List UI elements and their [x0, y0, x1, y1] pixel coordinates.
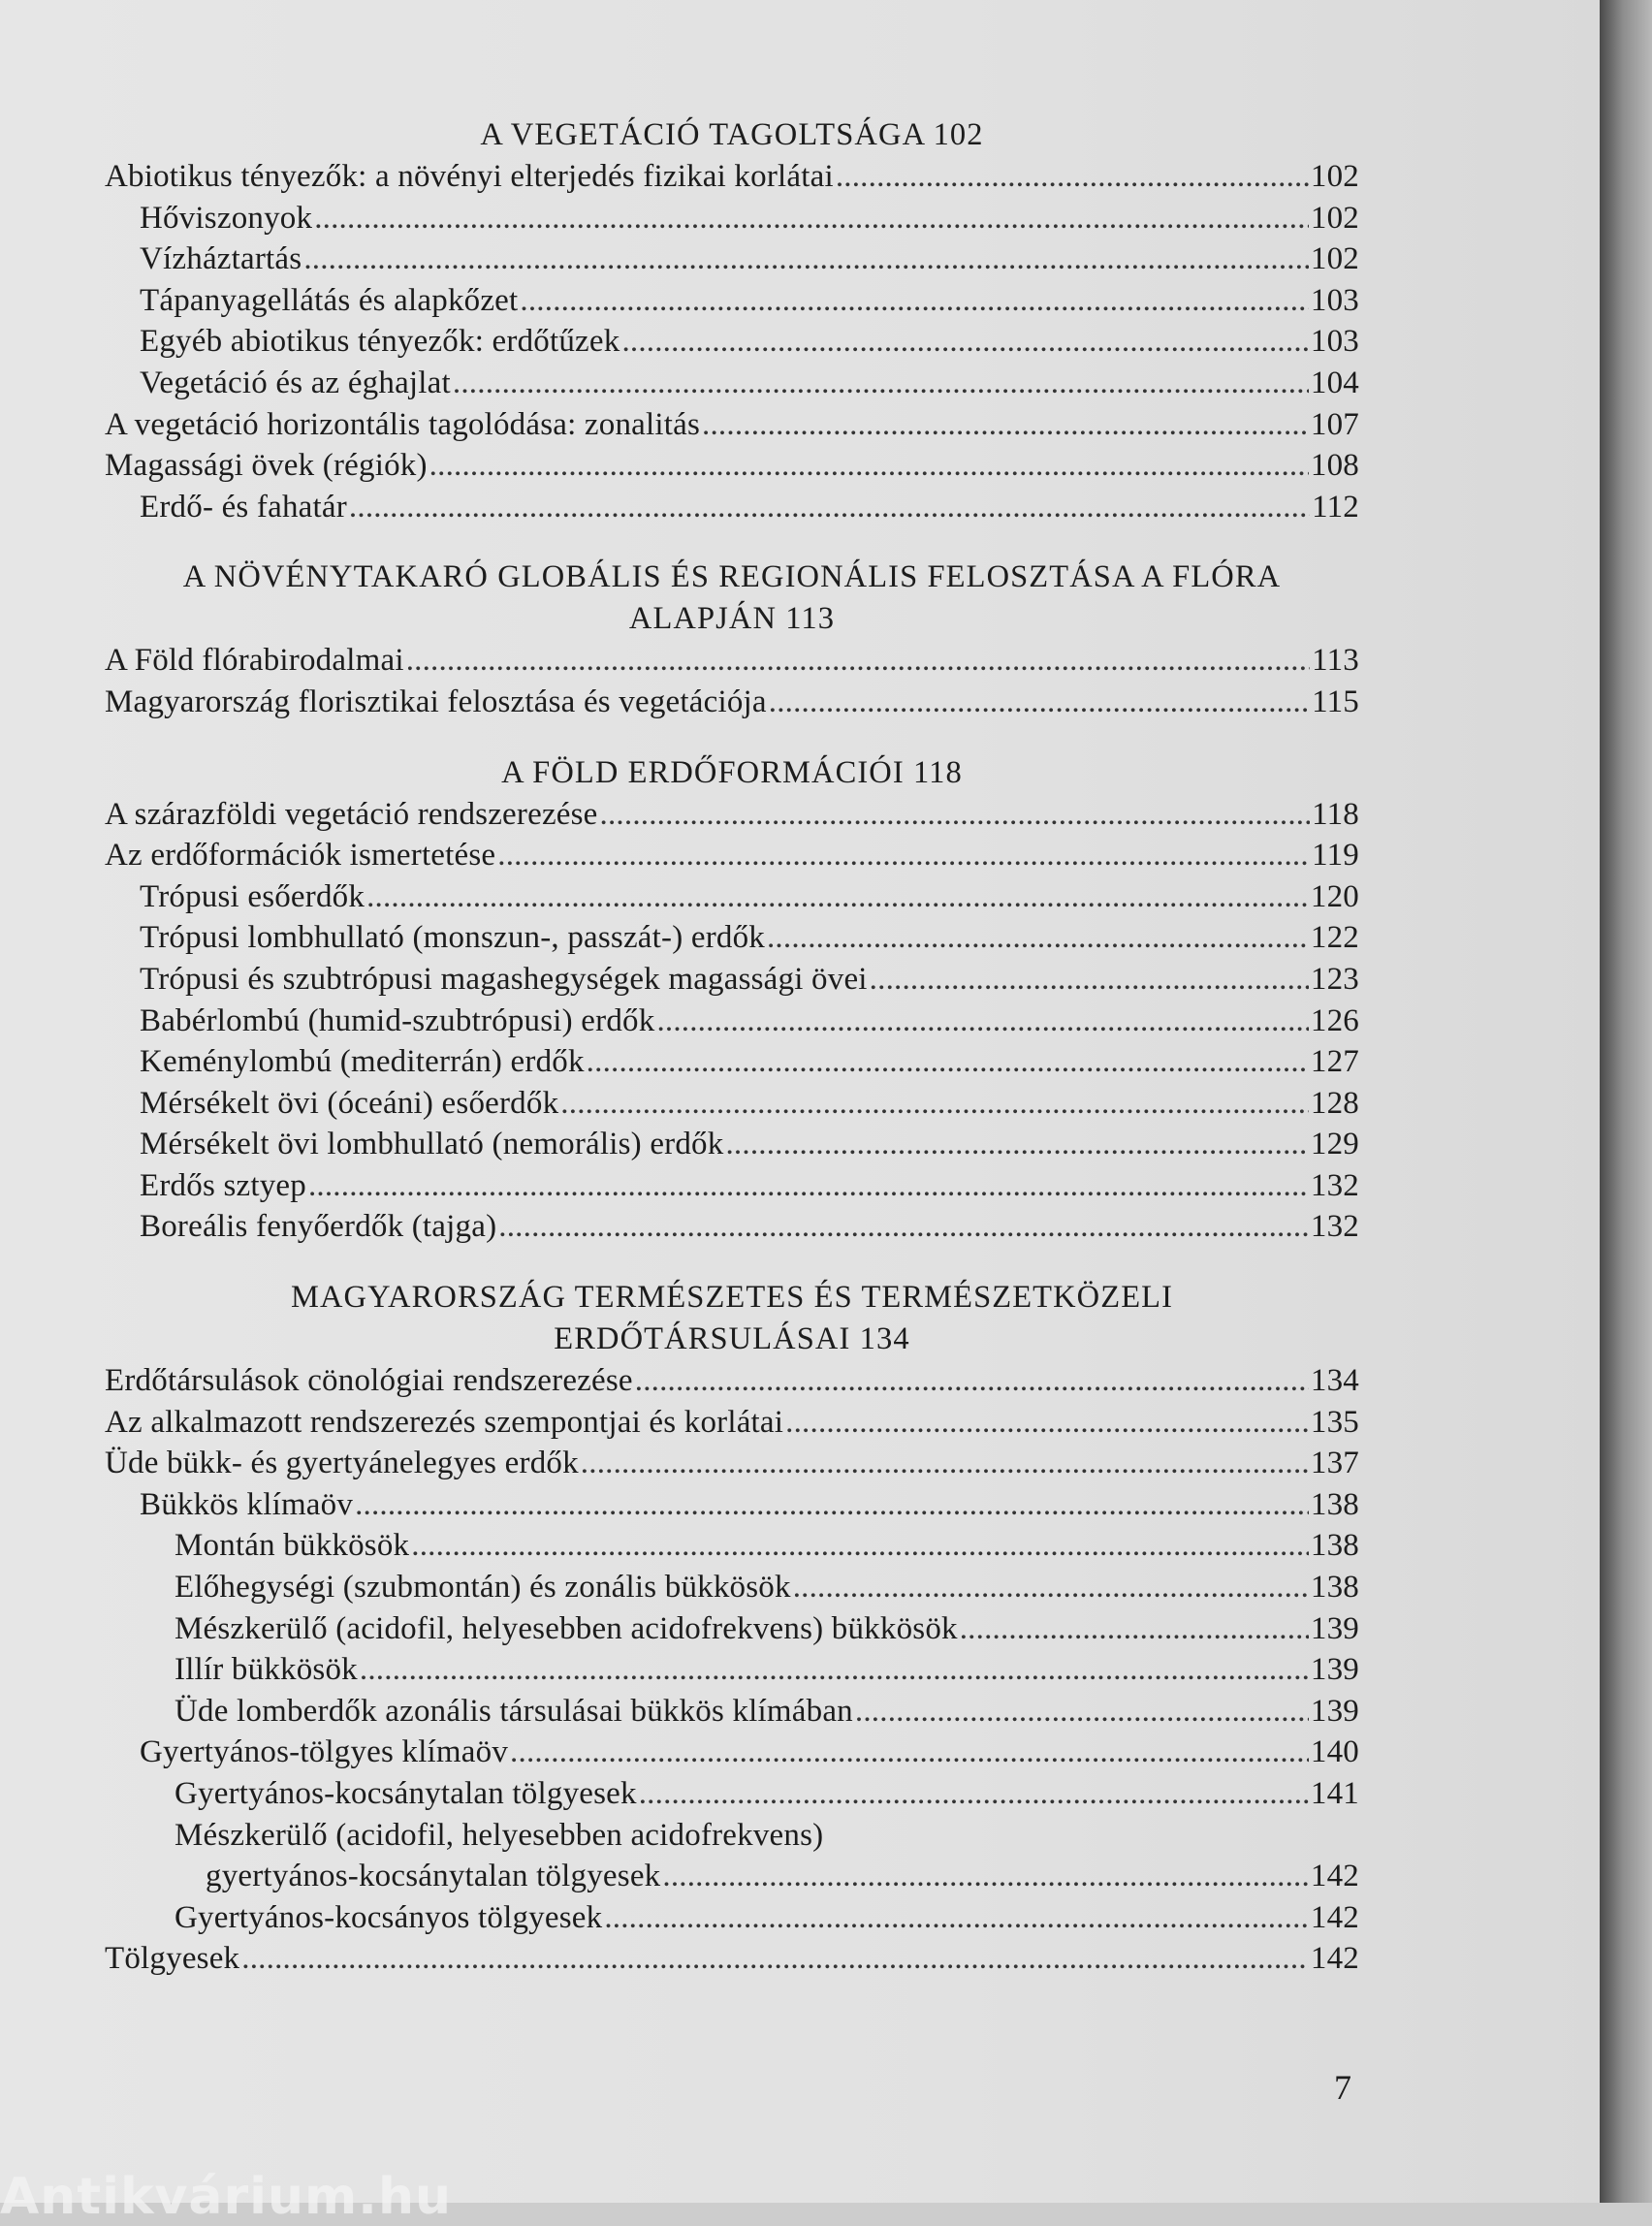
toc-entry	[105, 1567, 1359, 1608]
toc-entry-page: 126	[1310, 1002, 1359, 1038]
toc-entry-label: Gyertyános-kocsányos tölgyesek	[175, 1899, 603, 1935]
toc-entry	[105, 1165, 1359, 1207]
leader-dots	[308, 1165, 1309, 1207]
book-spine-shadow	[1600, 0, 1652, 2203]
toc-entry	[105, 156, 1359, 198]
toc-entry	[105, 487, 1359, 528]
toc-entry	[105, 1083, 1359, 1125]
section-heading: MAGYARORSZÁG TERMÉSZETES ÉS TERMÉSZETKÖZELI	[290, 1280, 1174, 1316]
toc-entry-label: Magassági övek (régiók)	[105, 448, 428, 484]
toc-entry-label: Üde lomberdők azonális társulásai bükkös klímában	[175, 1693, 853, 1729]
leader-dots	[497, 835, 1310, 876]
leader-dots	[453, 363, 1309, 404]
toc-entry-label: Vegetáció és az éghajlat	[140, 365, 451, 400]
toc-entry	[105, 321, 1359, 363]
toc-entry-label: Gyertyános-kocsánytalan tölgyesek	[175, 1776, 637, 1811]
leader-dots	[411, 1525, 1309, 1567]
toc-entry	[105, 1206, 1359, 1248]
toc-entry-label: Trópusi és szubtrópusi magashegységek magassági övei	[140, 961, 868, 997]
leader-dots	[241, 1938, 1309, 1980]
toc-entry-page: 139	[1310, 1693, 1359, 1729]
toc-entry-page: 127	[1310, 1044, 1359, 1080]
toc-entry-label: A vegetáció horizontális tagolódása: zonalitás	[105, 406, 701, 442]
leader-dots	[303, 238, 1309, 280]
toc-entry-page: 107	[1310, 406, 1359, 442]
toc-entry-page: 120	[1310, 878, 1359, 914]
leader-dots	[406, 640, 1310, 682]
toc-entry	[105, 1856, 1359, 1897]
toc-entry	[105, 1443, 1359, 1484]
leader-dots	[366, 876, 1309, 918]
toc-entry-page: 115	[1312, 684, 1359, 719]
toc-entry-label: Mérsékelt övi lombhullató (nemorális) erdők	[140, 1127, 724, 1162]
toc-entry-page: 139	[1310, 1652, 1359, 1688]
toc-entry-label: Montán bükkösök	[175, 1528, 410, 1564]
section-heading: A NÖVÉNYTAKARÓ GLOBÁLIS ÉS REGIONÁLIS FELOSZTÁSA A FLÓRA	[182, 559, 1282, 595]
leader-dots	[429, 445, 1309, 487]
toc-entry	[105, 835, 1359, 876]
leader-dots	[793, 1567, 1309, 1608]
toc-entry-label: Hőviszonyok	[140, 200, 313, 236]
toc-entry-page: 139	[1310, 1610, 1359, 1646]
toc-entry-label: Trópusi lombhullató (monszun-, passzát-) erdők	[140, 920, 765, 956]
leader-dots	[769, 682, 1310, 723]
leader-dots	[635, 1360, 1309, 1402]
toc-entry-label: Az erdőformációk ismertetése	[105, 838, 496, 874]
toc-entry	[105, 640, 1359, 682]
toc-entry-page: 119	[1312, 838, 1359, 874]
leader-dots	[581, 1443, 1309, 1484]
leader-dots	[836, 156, 1309, 198]
toc-entry-page: 112	[1312, 489, 1359, 525]
toc-entry	[105, 238, 1359, 280]
toc-entry-page: 103	[1310, 324, 1359, 360]
toc-entry-label: Trópusi esőerdők	[140, 878, 365, 914]
toc-entry	[105, 1897, 1359, 1939]
toc-entry	[105, 682, 1359, 723]
toc-entry-label: A Föld flórabirodalmai	[105, 643, 404, 679]
toc-entry	[105, 1001, 1359, 1042]
leader-dots	[639, 1773, 1309, 1815]
toc-entry	[105, 1649, 1359, 1691]
toc-entry-page: 128	[1310, 1085, 1359, 1121]
toc-entry	[105, 794, 1359, 836]
leader-dots	[360, 1649, 1309, 1691]
toc-entry-page: 134	[1310, 1363, 1359, 1399]
toc-entry-page: 138	[1310, 1570, 1359, 1606]
toc-entry-page: 132	[1310, 1209, 1359, 1245]
toc-entry-page: 140	[1310, 1734, 1359, 1770]
toc-entry-page: 138	[1310, 1528, 1359, 1564]
leader-dots	[498, 1206, 1309, 1248]
toc-entry	[105, 404, 1359, 446]
toc-entry	[105, 198, 1359, 239]
watermark: Antikvárium.hu	[0, 2168, 452, 2226]
leader-dots	[604, 1897, 1309, 1939]
toc-entry-page: 142	[1310, 1859, 1359, 1894]
toc-entry-label: Mérsékelt övi (óceáni) esőerdők	[140, 1085, 559, 1121]
toc-entry-label: gyertyános-kocsánytalan tölgyesek	[206, 1859, 661, 1894]
toc-entry-page: 113	[1312, 643, 1359, 679]
toc-entry-page: 141	[1310, 1776, 1359, 1811]
table-of-contents	[105, 114, 1359, 1980]
toc-entry-page: 135	[1310, 1404, 1359, 1440]
toc-entry-label: Keménylombú (mediterrán) erdők	[140, 1044, 585, 1080]
leader-dots	[702, 404, 1309, 446]
leader-dots	[349, 487, 1310, 528]
toc-entry-label: Abiotikus tényezők: a növényi elterjedés fizikai korlátai	[105, 159, 834, 194]
toc-entry-page: 122	[1310, 920, 1359, 956]
toc-entry-label: Üde bükk- és gyertyánelegyes erdők	[105, 1446, 579, 1481]
toc-entry	[105, 280, 1359, 322]
section-heading-continued: ALAPJÁN 113	[628, 601, 836, 637]
toc-entry-page: 104	[1310, 365, 1359, 400]
toc-entry-label: Magyarország florisztikai felosztása és vegetációja	[105, 684, 767, 719]
toc-entry-label: Erdős sztyep	[140, 1167, 306, 1203]
toc-entry-page: 129	[1310, 1127, 1359, 1162]
leader-dots	[587, 1041, 1309, 1083]
toc-entry	[105, 917, 1359, 959]
toc-entry-label: Erdő- és fahatár	[140, 489, 347, 525]
toc-entry-label: Előhegységi (szubmontán) és zonális bükkösök	[175, 1570, 791, 1606]
toc-entry-label: Boreális fenyőerdők (tajga)	[140, 1209, 497, 1245]
toc-entry-label: Bükkös klímaöv	[140, 1486, 354, 1522]
toc-entry-page: 123	[1310, 961, 1359, 997]
toc-entry-page: 132	[1310, 1167, 1359, 1203]
leader-dots	[656, 1001, 1308, 1042]
page-number: 7	[1334, 2068, 1351, 2107]
toc-entry	[105, 1041, 1359, 1083]
toc-entry-page: 102	[1310, 200, 1359, 236]
section-heading: A FÖLD ERDŐFORMÁCIÓI 118	[501, 754, 963, 790]
toc-entry	[105, 1608, 1359, 1650]
toc-entry-page: 108	[1310, 448, 1359, 484]
toc-entry-page: 103	[1310, 282, 1359, 318]
toc-entry-page: 142	[1310, 1899, 1359, 1935]
toc-entry	[105, 1691, 1359, 1733]
leader-dots	[662, 1856, 1309, 1897]
toc-entry	[105, 363, 1359, 404]
leader-dots	[520, 280, 1308, 322]
toc-entry-label: Erdőtársulások cönológiai rendszerezése	[105, 1363, 633, 1399]
toc-entry	[105, 1732, 1359, 1773]
toc-entry-label: A szárazföldi vegetáció rendszerezése	[105, 796, 598, 832]
toc-entry-label: Az alkalmazott rendszerezés szempontjai és korlátai	[105, 1404, 784, 1440]
toc-entry	[105, 1484, 1359, 1526]
toc-entry-page: 102	[1310, 241, 1359, 277]
leader-dots	[560, 1083, 1309, 1125]
leader-dots	[855, 1691, 1309, 1733]
section-heading: A VEGETÁCIÓ TAGOLTSÁGA 102	[480, 117, 984, 152]
toc-entry	[105, 1402, 1359, 1444]
toc-entry-label: Mészkerülő (acidofil, helyesebben acidofrekvens) bükkösök	[175, 1610, 958, 1646]
toc-entry-label: Illír bükkösök	[175, 1652, 358, 1688]
toc-entry	[105, 1773, 1359, 1815]
toc-entry-label: Egyéb abiotikus tényezők: erdőtűzek	[140, 324, 620, 360]
leader-dots	[870, 959, 1309, 1001]
leader-dots	[510, 1732, 1309, 1773]
toc-entry-page: 102	[1310, 159, 1359, 194]
toc-entry-page: 137	[1310, 1446, 1359, 1481]
toc-entry	[105, 1124, 1359, 1165]
toc-entry-label: Vízháztartás	[140, 241, 302, 277]
leader-dots	[600, 794, 1311, 836]
toc-entry-label: Tölgyesek	[105, 1941, 240, 1977]
toc-entry	[105, 959, 1359, 1001]
leader-dots	[767, 917, 1309, 959]
leader-dots	[621, 321, 1308, 363]
leader-dots	[314, 198, 1309, 239]
toc-entry-label: Babérlombú (humid-szubtrópusi) erdők	[140, 1002, 655, 1038]
toc-entry-label-line: Mészkerülő (acidofil, helyesebben acidofrekvens)	[175, 1817, 824, 1853]
toc-entry	[105, 445, 1359, 487]
leader-dots	[355, 1484, 1309, 1526]
toc-entry-page: 138	[1310, 1486, 1359, 1522]
toc-entry	[105, 1525, 1359, 1567]
toc-entry-page: 118	[1312, 796, 1359, 832]
leader-dots	[725, 1124, 1308, 1165]
section-heading-continued: ERDŐTÁRSULÁSAI 134	[554, 1321, 910, 1357]
toc-entry-page: 142	[1310, 1941, 1359, 1977]
toc-entry	[105, 876, 1359, 918]
toc-entry	[105, 1938, 1359, 1980]
toc-entry	[105, 1360, 1359, 1402]
toc-entry-label: Tápanyagellátás és alapkőzet	[140, 282, 519, 318]
leader-dots	[785, 1402, 1309, 1444]
leader-dots	[960, 1608, 1309, 1650]
toc-entry-label: Gyertyános-tölgyes klímaöv	[140, 1734, 509, 1770]
